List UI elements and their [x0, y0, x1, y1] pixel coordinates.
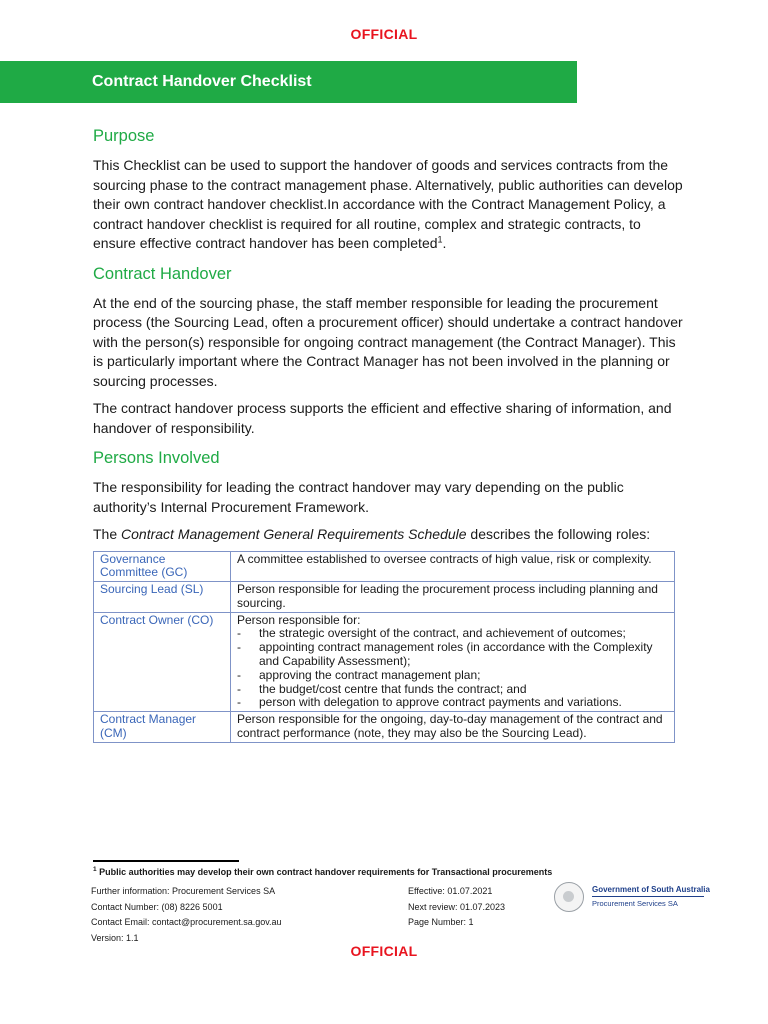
role-name: Contract Owner (CO) — [94, 612, 231, 712]
purpose-paragraph: This Checklist can be used to support the handover of goods and services contracts from the sourcing phase to the contract management phase. Alternatively, public authorities can develop their own contract handover checklist.In accordance with the Contract Management Policy, a contract handover checklist is required for all routine, complex and strategic contracts, to ensure effective contract handover has been completed$^1$. — [93, 157, 683, 251]
persons-involved-paragraph-2: The Contract Management General Requirements Schedule describes the following roles: — [93, 526, 651, 542]
document-body — [93, 124, 683, 743]
contact-email: Contact Email: contact@procurement.sa.gov.au — [91, 917, 282, 927]
table-row — [94, 582, 675, 613]
role-name: Governance Committee (GC) — [94, 551, 231, 582]
table-row — [94, 612, 675, 712]
contract-handover-paragraph-1: At the end of the sourcing phase, the staff member responsible for leading the procurement process (the Sourcing Lead, often a procurement officer) should undertake a contract handover with the person(s) responsible for ongoing contract management (the Contract Manager). This is particularly important where the Contract Manager has not been involved in the planning or sourcing processes. — [93, 294, 683, 389]
roles-table — [93, 551, 675, 743]
list-item: - the strategic oversight of the contract, and achievement of outcomes; — [237, 627, 668, 641]
persons-involved-paragraph-1: The responsibility for leading the contract handover may vary depending on the public authority’s Internal Procurement Framework. — [93, 479, 624, 515]
footnote-separator — [93, 860, 239, 862]
version: Version: 1.1 — [91, 932, 139, 943]
list-item: - appointing contract management roles (in accordance with the Complexity and Capability Assessment); — [237, 641, 668, 669]
footnote: $^1$ Public authorities may develop their own contract handover requirements for Transactional procurements — [93, 866, 553, 877]
government-logo — [554, 882, 710, 916]
logo-divider — [592, 896, 704, 897]
effective-date: Effective: 01.07.2021 — [408, 886, 493, 896]
list-item: - person with delegation to approve contract payments and variations. — [237, 696, 668, 710]
classification-header: OFFICIAL — [350, 26, 418, 42]
footnote-reference: 1 — [437, 234, 443, 245]
role-name: Contract Manager (CM) — [94, 712, 231, 743]
role-description: Person responsible for: - the strategic oversight of the contract, and achievement of outcomes; - appointing contract management roles (in accordance with the Complexity and Capability Assessment); - approving the contract management plan; - the budget/cost centre that funds the contract; and - person with delegation to approve contract payments and variations. — [231, 612, 675, 712]
table-row — [94, 551, 675, 582]
logo-agency-text: Procurement Services SA — [592, 899, 678, 908]
responsibility-list — [237, 627, 668, 710]
classification-footer: OFFICIAL — [350, 943, 418, 959]
role-description: A committee established to oversee contracts of high value, risk or complexity. — [231, 551, 675, 582]
contact-number: Contact Number: (08) 8226 5001 — [91, 901, 223, 912]
schedule-title: Contract Management General Requirements Schedule — [121, 526, 467, 542]
contract-handover-heading: Contract Handover — [93, 264, 232, 283]
document-title-banner — [0, 61, 577, 103]
role-description: Person responsible for leading the procurement process including planning and sourcing. — [231, 582, 675, 613]
role-name: Sourcing Lead (SL) — [94, 582, 231, 613]
footer-contact-info — [91, 884, 282, 946]
page-number: Page Number: 1 — [408, 917, 474, 927]
logo-government-text: Government of South Australia — [592, 885, 710, 894]
persons-involved-heading: Persons Involved — [93, 449, 220, 467]
table-row — [94, 712, 675, 743]
further-info: Further information: Procurement Services SA — [91, 886, 276, 896]
footer-dates — [408, 884, 505, 931]
list-item: - the budget/cost centre that funds the contract; and — [237, 683, 668, 697]
purpose-heading: Purpose — [93, 127, 155, 145]
next-review-date: Next review: 01.07.2023 — [408, 901, 506, 912]
document-title: Contract Handover Checklist — [92, 73, 312, 90]
list-item: - approving the contract management plan; — [237, 669, 668, 683]
state-seal-icon — [554, 882, 584, 912]
role-description: Person responsible for the ongoing, day-to-day management of the contract and contract performance (note, they may also be the Sourcing Lead). — [231, 712, 675, 743]
contract-handover-paragraph-2: The contract handover process supports the efficient and effective sharing of information, and handover of responsibility. — [93, 400, 672, 436]
